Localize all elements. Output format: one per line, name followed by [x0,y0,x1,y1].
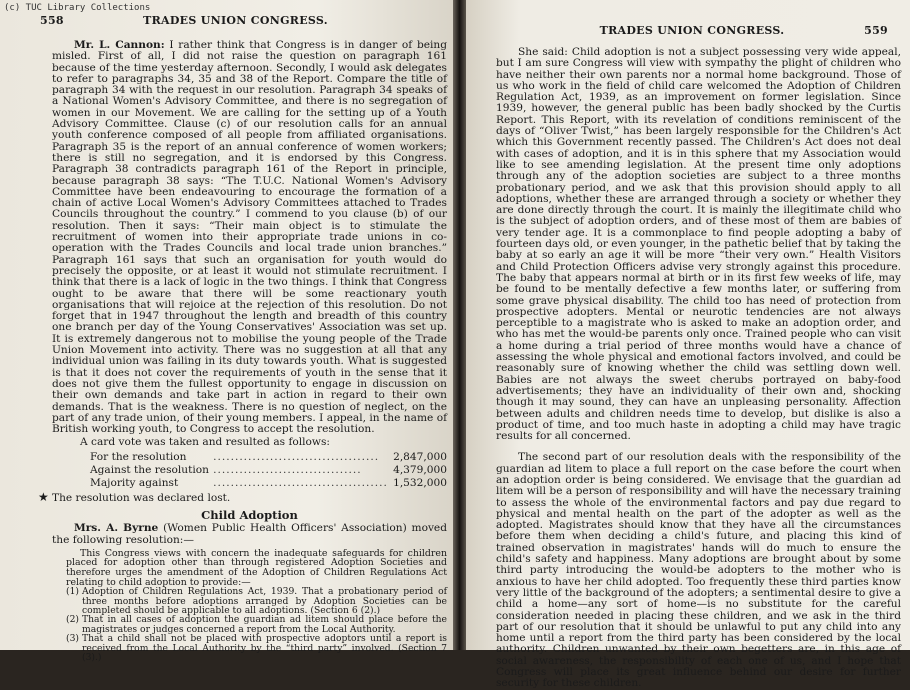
book-gutter [453,0,466,650]
right-running-head [496,24,888,37]
speech-paragraph [52,40,447,435]
motion-item [66,615,447,634]
vote-table [90,451,447,490]
vote-leader-dots: ........................................ [213,476,388,489]
vote-intro: A card vote was taken and resulted as follows: [80,436,330,449]
watermark: (c) TUC Library Collections [4,3,151,13]
motion-item-number: (1) [66,586,80,598]
right-body [496,47,901,690]
vote-row [90,464,447,477]
motion-item [66,587,447,615]
right-page [466,0,910,690]
left-running-head [40,14,431,27]
speech-text: I rather think that Congress is in danger of being misled. First of all, I did not raise the question on paragraph 161 because of the time yesterday afternoon. Secondly, I would ask delegates to refer to paragraphs 34, 35 and 38 of the Report. Compare the title of paragraph 34 with the request in our resolution. Paragraph 34 speaks of a National Women's Advisory Committee, and there is no segregation of women in our Movement. We are calling for the setting up of a Youth Advisory Committee. Clause (c) of our resolution calls for an annual youth conference composed of all people from affiliated organisations. Paragraph 35 is the report of an annual conference of women workers; there is still no segregation, and it is endorsed by this Congress. Paragraph 38 contradicts paragraph 161 of the Report in principle, because paragraph 38 says: “The T.U.C. National Women's Advisory Committee have been endeavouring to encourage the formation of a chain of active Local Women's Advisory Committees attached to Trades Councils throughout the country.” I commend to you clause (b) of our resolution. Then it says: “Their main object is to stimulate the recruitment of women into their appropriate trade unions in co-operation with the Trades Councils and local trade union branches.” Paragraph 161 says that such an organisation for youth would do precisely the opposite, or at least it would not stimulate recruitment. I think that there is a lack of logic in the two things. I think that Congress ought to be aware that there will be some reactionary youth organisations that will rejoice at the rejection of this resolution. Do not forget that in 1947 throughout the length and breadth of this country one branch per day of the Young Conservatives' Association was set up. It is extremely dangerous not to mobilise the young people of the Trade Union Movement into activity. There was no suggestion at all that any individual union was failing in its duty towards youth. What is suggested is that it does not cover the requirements of youth in the sense that it does not give them the fullest opportunity to engage in discussion on their own demands and take part in action in regard to their own demands. That is the weakness. There is no question of neglect, on the part of any trade union, of their young members. I appeal, in the name of British working youth, to Congress to accept the resolution. [52,39,447,436]
left-body [38,39,447,664]
motion-item-text: That a child shall not be placed with prospective adoptors until a report is received from the Local Authority by the “third party” involved. (Section 7 (3).) [82,633,447,664]
left-page [0,0,453,664]
body-paragraph: The second part of our resolution deals with the responsibility of the guardian ad litem to place a full report on the case before the court when an adoption order is being considered. We envisage that the guardian ad litem will be a person of responsibility and will have the necessary training to assess the whole of the environmental factors and pay due regard to physical and mental health on the part of the adopter as well as the adopted. Magistrates should know that they have all the circumstances before them when deciding a child's future, and placing this kind of trained observation in magistrates' hands will do much to ensure the child's safety and happiness. Many adoptions are brought about by some third party introducing the would-be adopters to the mother who is anxious to have her child adopted. Too frequently these third parties know very little of the background of the adopters; a sentimental desire to give a child a home—any sort of home—is no substitute for the careful consideration needed in placing these children, and we ask in the third part of our resolution that it should be unlawful to put any child into any home until a report from the third party has been considered by the local authority. Children unwanted by their own begetters are, in this age of social awareness, the responsibility of each one of us, and I hope that Congress will place its great influence behind our desire for further security for these children. [496,451,901,690]
vote-value: 4,379,000 [393,463,447,476]
mover-name: Mrs. A. Byrne [74,522,159,535]
declaration-text: The resolution was declared lost. [52,491,231,504]
vote-value: 1,532,000 [393,476,447,489]
right-header-title: TRADES UNION CONGRESS. [599,24,785,37]
motion-item-number: (3) [66,633,80,645]
vote-leader-dots: ...................................... [213,450,380,463]
motion-item [66,634,447,662]
vote-label: Against the resolution [90,463,209,476]
mover-paragraph [52,523,447,546]
vote-label: For the resolution [90,450,187,463]
vote-row [90,477,447,490]
section-title: Child Adoption [201,507,298,522]
star-icon: ★ [38,489,49,504]
motion-item-text: Adoption of Children Regulations Act, 1939. That a probationary period of three months before adoptions arranged by Adoption Societies can be completed should be applicable to all adoptions. (Section 6 (2).) [82,586,447,617]
mover-text: (Women Public Health Officers' Association) moved the following resolution:— [52,522,447,546]
vote-row [90,451,447,464]
vote-leader-dots: .................................. [213,463,362,476]
left-page-number: 558 [40,14,64,27]
motion-item-number: (2) [66,614,80,626]
body-paragraph: She said: Child adoption is not a subject possessing very wide appeal, but I am sure Congress will view with sympathy the plight of children who have neither their own parents nor a normal home background. Those of us who work in the field of child care welcomed the Adoption of Children Regulation Act, 1939, as an improvement on former legislation. Since 1939, however, the general public has been badly shocked by the Curtis Report. This Report, with its revelation of conditions reminiscent of the days of “Oliver Twist,” has been largely responsible for the Children's Act which this Government recently passed. The Children's Act does not deal with cases of adoption, and it is in this sphere that my Association would like to see amending legislation. At the present time only adoptions through any of the adoption societies are subject to a three months probationary period, and we ask that this provision should apply to all adoptions, whether these are arranged through a society or whether they are done directly through the court. It is mainly the illegitimate child who is the subject of adoption orders, and of these most of them are babies of very tender age. It is a commonplace to find people adopting a baby of fourteen days old, or even younger, in the pathetic belief that by taking the baby at so early an age it will be more “their very own.” Health Visitors and Child Protection Officers advise very strongly against this procedure. The baby that appears normal at birth or in its first few weeks of life, may be found to be mentally defective a few months later, or suffering from some grave physical disability. The child too has need of protection from prospective adopters. Mental or neurotic tendencies are not always perceptible to a magistrate who is asked to make an adoption order, and who has met the would-be parents only once. Trained people who can visit a home during a trial period of three months would have a chance of assessing the whole physical and emotional factors involved, and could be reasonably sure of knowing whether the child was settling down well. Babies are not always the sweet cherubs portrayed on baby-food advertisements; they have an individuality of their own and, shocking though it may sound, they can have an unpleasing personality. Affection between adults and children needs time to develop, but dislike is also a product of time, and too much haste in adopting a child may have tragic results for all concerned. [496,46,901,443]
motion [66,549,447,587]
vote-label: Majority against [90,476,179,489]
left-header-title: TRADES UNION CONGRESS. [143,14,328,27]
vote-value: 2,847,000 [393,450,447,463]
motion-item-text: That in all cases of adoption the guardian ad litem should place before the magistrates or judges concerned a report from the Local Authority. [82,614,447,635]
motion-intro: This Congress views with concern the inadequate safeguards for children placed for adoption other than through registered Adoption Societies and therefore urges the amendment of the Adoption of Children Regulations Act relating to child adoption to provide:— [66,547,447,588]
right-page-number: 559 [864,24,888,37]
speaker-name: Mr. L. Cannon: [74,39,165,51]
declaration [38,489,447,504]
